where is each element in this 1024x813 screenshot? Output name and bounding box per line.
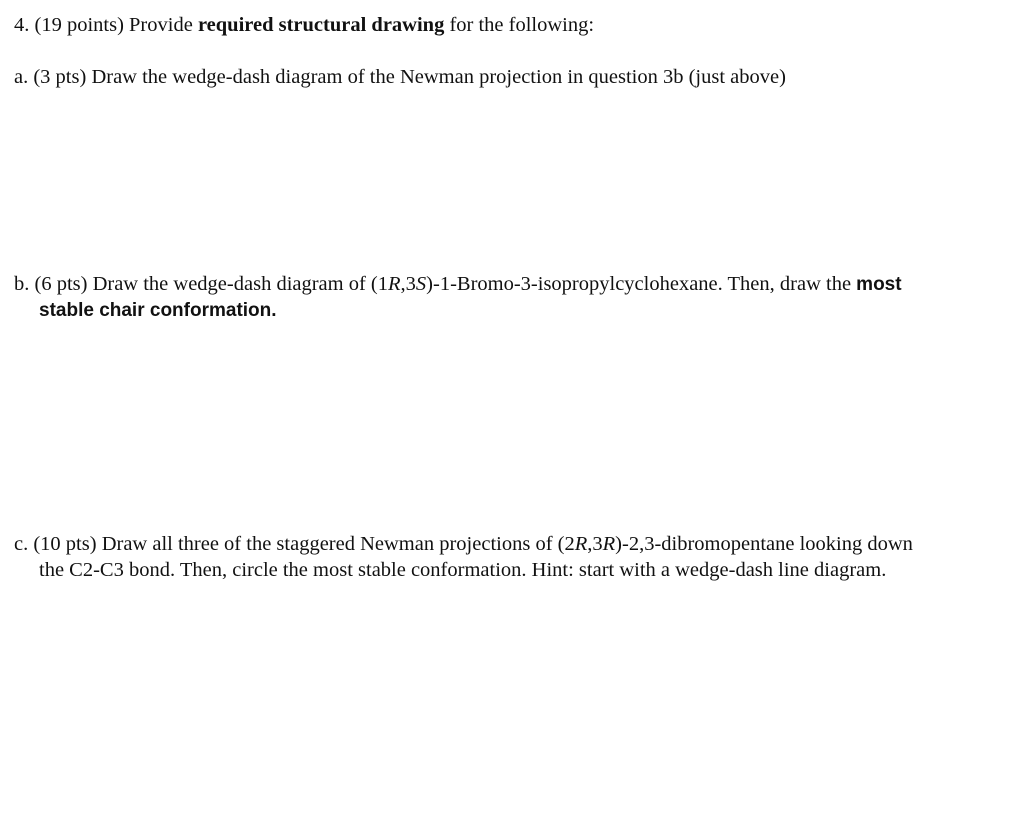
part-c-label: c. — [14, 533, 29, 555]
question-points: (19 points) — [34, 14, 124, 36]
part-c-text-2: ,3 — [587, 533, 603, 555]
part-b-s: S — [415, 273, 427, 295]
question-number: 4. — [14, 14, 30, 36]
part-c-line2-text: the C2-C3 bond. Then, circle the most stable conformation. Hint: start with a wedge-dash line diagram. — [39, 559, 887, 581]
part-a-label: a. — [14, 66, 29, 88]
part-b-bold-1: most — [856, 274, 902, 295]
part-c-r1: R — [574, 533, 588, 555]
part-b-label: b. — [14, 273, 30, 295]
part-c-text-3: )-2,3-dibromopentane looking down — [615, 533, 913, 555]
part-c-line-1 — [14, 531, 913, 557]
part-a — [14, 64, 786, 90]
part-a-text: Draw the wedge-dash diagram of the Newman projection in question 3b (just above) — [91, 66, 786, 88]
part-c-text-1: Draw all three of the staggered Newman projections of (2 — [101, 533, 575, 555]
part-b-line-2 — [39, 297, 277, 324]
part-c-line-2 — [39, 557, 886, 583]
part-c-points: (10 pts) — [33, 533, 97, 555]
part-b-text-3: )-1-Bromo-3-isopropylcyclohexane. Then, draw the — [426, 273, 852, 295]
part-b-bold-2: stable chair conformation. — [39, 300, 277, 321]
question-header — [14, 12, 594, 38]
part-c-r2: R — [602, 533, 616, 555]
part-b-text-2: ,3 — [400, 273, 416, 295]
question-tail: for the following: — [449, 14, 595, 36]
part-b-line-1 — [14, 271, 902, 298]
part-b-points: (6 pts) — [34, 273, 88, 295]
part-a-points: (3 pts) — [33, 66, 87, 88]
part-b-r: R — [388, 273, 401, 295]
question-bold: required structural drawing — [197, 14, 445, 36]
part-b-text-1: Draw the wedge-dash diagram of (1 — [92, 273, 389, 295]
question-lead: Provide — [129, 14, 193, 36]
